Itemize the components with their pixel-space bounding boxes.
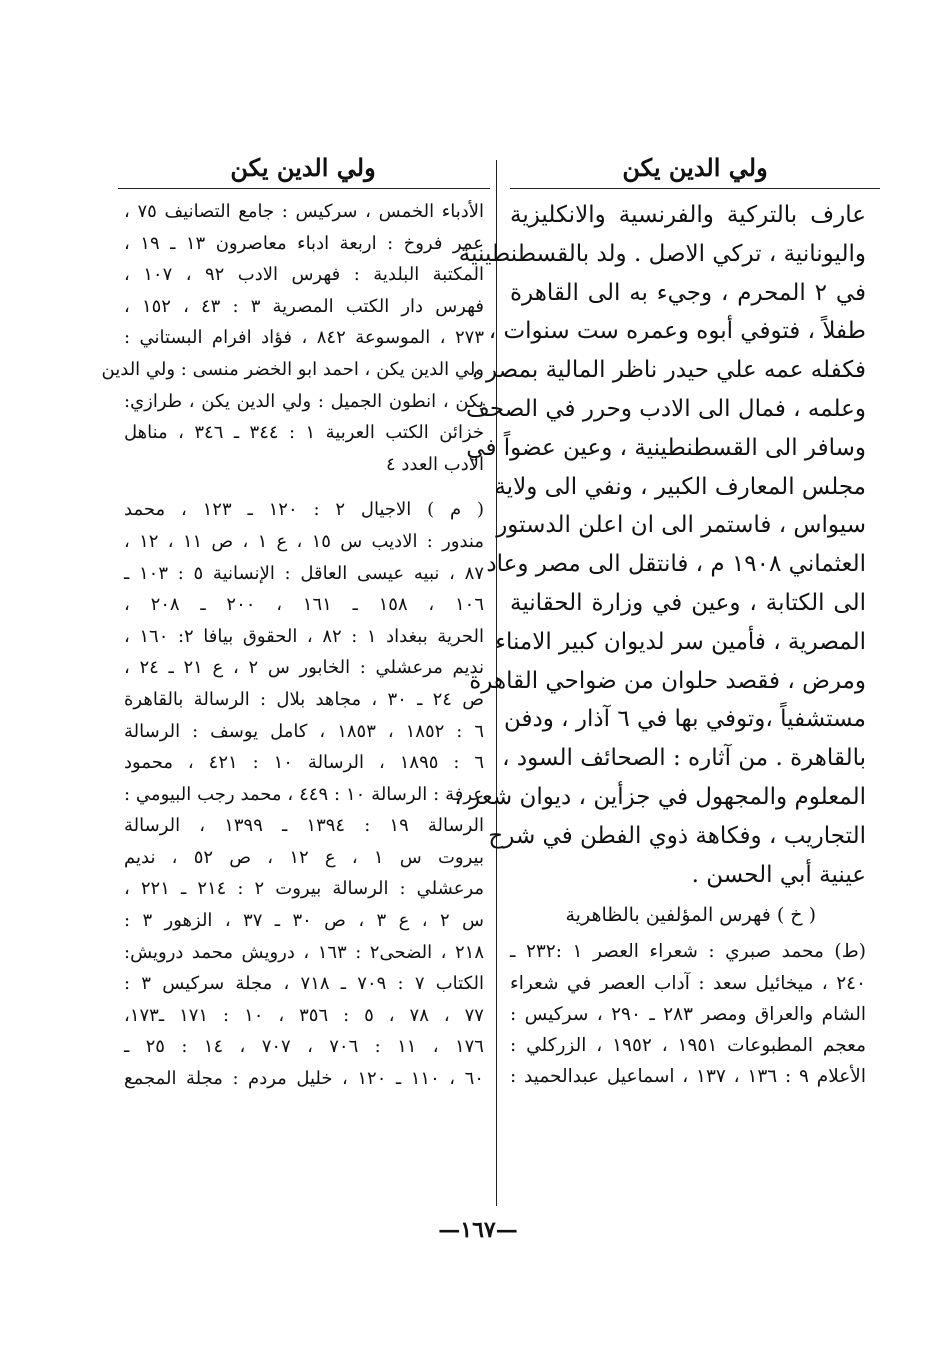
reference-line: يكن ، انطون الجميل : ولي الدين يكن ، طرازي: <box>124 390 484 412</box>
reference-line: بيروت س ١ ، ع ١٢ ، ص ٥٢ ، نديم <box>124 846 484 868</box>
reference-line: ٧٧ ، ٧٨ ، ٥ : ٣٥٦ ، ١٠ : ١٧١ ـ١٧٣، <box>124 1004 484 1026</box>
reference-line: مندور : الاديب س ١٥ ، ع ١ ، ص ١١ ، ١٢ ، <box>124 530 484 552</box>
text-line: التجاريب ، وفكاهة ذوي الفطن في شرح <box>488 822 866 849</box>
reference-line: س ٢ ، ع ٣ ، ص ٣٠ ـ ٣٧ ، الزهور ٣ : <box>124 910 484 932</box>
reference-line: (ط) محمد صبري : شعراء العصر ١ :٢٣٢ ـ <box>510 941 866 963</box>
left-column-running-header: ولي الدين يكن <box>230 153 376 182</box>
reference-line: ٦ : ١٨٩٥ ، الرسالة ١٠ : ٤٢١ ، محمود <box>124 752 485 774</box>
biography-text <box>454 196 866 894</box>
reference-line: ٨٧ ، نبيه عيسى العاقل : الإنسانية ٥ : ١٠٣ ـ <box>124 562 485 584</box>
references-paragraph-books <box>101 196 485 480</box>
references-text <box>510 936 866 1092</box>
reference-line: ٢٧٣ ، الموسوعة ٨٤٢ ، فؤاد افرام البستاني : <box>124 327 484 349</box>
reference-line: ص ٢٤ ـ ٣٠ ، مجاهد بلال : الرسالة بالقاهرة <box>124 688 485 710</box>
reference-line: عرفة : الرسالة ١٠ : ٤٤٩ ، محمد رجب البيومي : <box>124 783 485 805</box>
text-line: عارف بالتركية والفرنسية والانكليزية <box>510 202 866 228</box>
text-line: المصرية ، فأمين سر لديوان كبير الامناء <box>495 628 866 655</box>
text-line: واليونانية ، تركي الاصل . ولد بالقسطنطينية <box>458 240 866 267</box>
text-line: في ٢ المحرم ، وجيء به الى القاهرة <box>510 279 866 306</box>
text-line: بالقاهرة . من آثاره : الصحائف السود ، <box>502 745 866 772</box>
reference-line: فهرس دار الكتب المصرية ٣ : ٤٣ ، ١٥٢ ، <box>124 295 484 317</box>
reference-line: معجم المطبوعات ١٩٥١ ، ١٩٥٢ ، الزركلي : <box>510 1034 866 1056</box>
reference-line: نديم مرعشلي : الخابور س ٢ ، ع ٢١ ـ ٢٤ ، <box>124 657 484 679</box>
reference-line: ٦٠ ، ١١٠ ـ ١٢٠ ، خليل مردم : مجلة المجمع <box>124 1068 484 1090</box>
right-column-running-header: ولي الدين يكن <box>622 153 768 182</box>
source-subheading: ( خ ) فهرس المؤلفين بالظاهرية <box>565 904 816 927</box>
text-line: طفلاً ، فتوفي أبوه وعمره ست سنوات ، <box>488 318 866 345</box>
text-line: وعلمه ، فمال الى الادب وحرر في الصحف <box>466 395 866 422</box>
text-line: عينية أبي الحسن . <box>691 861 866 888</box>
reference-line: عمر فروخ : اربعة ادباء معاصرون ١٣ ـ ١٩ ، <box>124 232 485 254</box>
text-line: مستشفياً ،وتوفي بها في ٦ آذار ، ودفن <box>504 706 866 733</box>
reference-line: ٢١٨ ، الضحى٢ : ١٦٣ ، درويش محمد درويش: <box>124 941 484 963</box>
reference-line: ٦ : ١٨٥٢ ، ١٨٥٣ ، كامل يوسف : الرسالة <box>124 720 484 742</box>
reference-line: الرسالة ١٩ : ١٣٩٤ ـ ١٣٩٩ ، الرسالة <box>124 815 485 837</box>
text-line: فكفله عمه علي حيدر ناظر المالية بمصر ، <box>471 357 866 384</box>
reference-line: الشام والعراق ومصر ٢٨٣ ـ ٢٩٠ ، سركيس : <box>510 1003 866 1025</box>
reference-line: الحرية ببغداد ١ : ٨٢ ، الحقوق بيافا ٢: ١٦٠ ، <box>124 625 484 647</box>
reference-line: المكتبة البلدية : فهرس الادب ٩٢ ، ١٠٧ ، <box>124 264 484 286</box>
reference-line: الأدباء الخمس ، سركيس : جامع التصانيف ٧٥ ، <box>124 201 484 222</box>
reference-line: الادب العدد ٤ <box>386 453 484 475</box>
references-paragraph-periodicals <box>124 494 484 1094</box>
paragraph-gap <box>124 480 484 494</box>
reference-line: مرعشلي : الرسالة بيروت ٢ : ٢١٤ ـ ٢٢١ ، <box>124 878 485 900</box>
text-line: مجلس المعارف الكبير ، ونفي الى ولاية <box>494 473 866 500</box>
reference-line: ١٠٦ ، ١٥٨ ـ ١٦١ ، ٢٠٠ ـ ٢٠٨ ، <box>124 594 484 616</box>
text-line: المعلوم والمجهول في جزأين ، ديوان شعر ، <box>454 783 866 810</box>
right-header-rule <box>510 188 880 189</box>
text-line: الى الكتابة ، وعين في وزارة الحقانية <box>510 589 866 616</box>
text-line: العثماني ١٩٠٨ م ، فانتقل الى مصر وعاد <box>486 551 866 578</box>
left-header-rule <box>118 188 490 189</box>
text-line: سيواس ، فاستمر الى ان اعلن الدستور <box>496 512 866 539</box>
reference-line: الكتاب ٧ : ٧٠٩ ـ ٧١٨ ، مجلة سركيس ٣ : <box>124 973 485 995</box>
reference-line: ( م ) الاجيال ٢ : ١٢٠ ـ ١٢٣ ، محمد <box>124 499 485 521</box>
reference-line: خزائن الكتب العربية ١ : ٣٤٤ ـ ٣٤٦ ، مناهل <box>124 422 484 444</box>
reference-line: ١٧٦ ، ١١ : ٧٠٦ ، ٧٠٧ ، ١٤ : ٢٥ ـ <box>124 1036 484 1058</box>
page-number: —١٦٧— <box>438 1217 518 1243</box>
left-column <box>101 196 485 1095</box>
reference-line: الأعلام ٩ : ١٣٦ ، ١٣٧ ، اسماعيل عبدالحميد : <box>510 1066 867 1088</box>
right-column <box>454 196 867 1092</box>
reference-line: ٢٤٠ ، ميخائيل سعد : آداب العصر في شعراء <box>510 972 866 994</box>
reference-line: ولي الدين يكن ، احمد ابو الخضر منسى : ولي الدين <box>101 358 484 380</box>
text-line: ومرض ، فقصد حلوان من ضواحي القاهرة <box>469 667 866 694</box>
text-line: وسافر الى القسطنطينية ، وعين عضواً في <box>466 434 866 461</box>
